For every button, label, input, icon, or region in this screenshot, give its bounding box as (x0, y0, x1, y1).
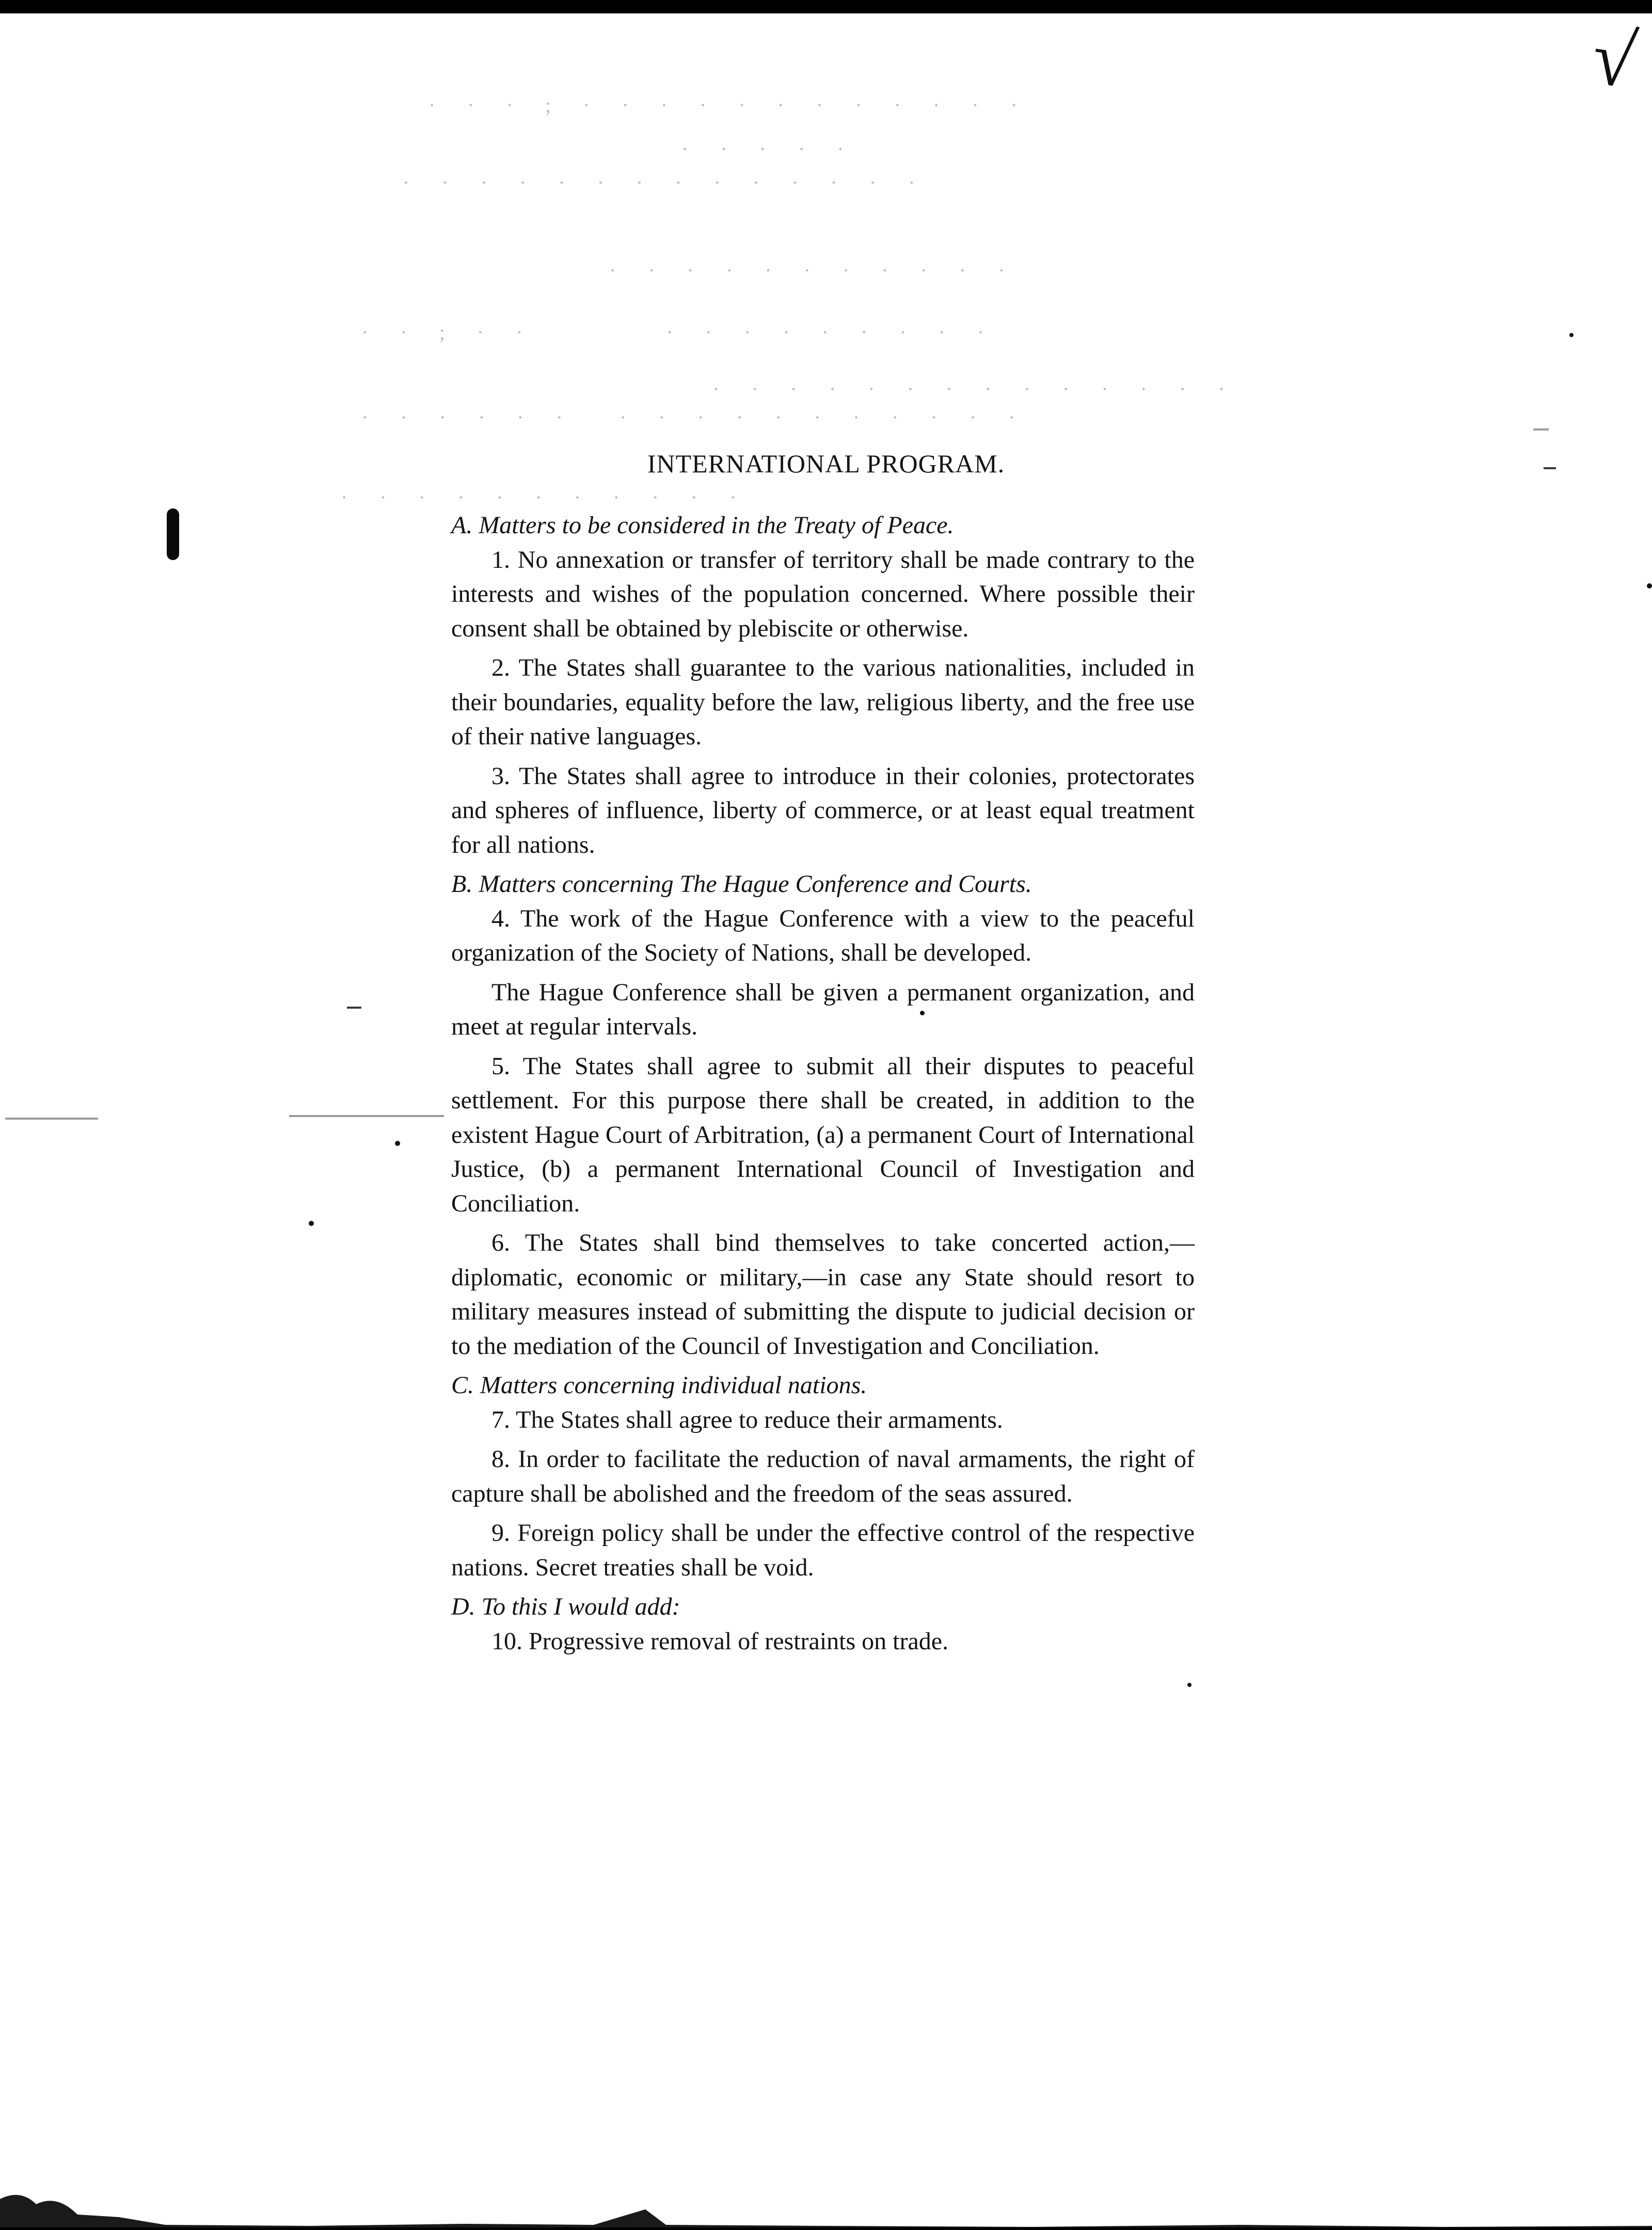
scan-bottom-noise (0, 2168, 1652, 2230)
bleed-through-marks: · · · · · · · · · · · (609, 259, 1012, 282)
speck (1187, 1683, 1192, 1687)
section-heading-a: A. Matters to be considered in the Treaty of Peace. (451, 512, 954, 539)
paragraph-4: 4. The work of the Hague Conference with a view to the peaceful organization of the Society of Nations, shall be developed. (451, 904, 1195, 966)
speck (1569, 333, 1574, 337)
paragraph-4-continued: The Hague Conference shall be given a permanent organization, and meet at regular intervals. (451, 978, 1195, 1040)
speck (395, 1141, 400, 1146)
left-margin-mark (167, 508, 179, 560)
margin-dash (347, 1007, 361, 1009)
paragraph-3: 3. The States shall agree to introduce in their colonies, protectorates and spheres of influence, liberty of commerce, or at least equal treatment for all nations. (451, 762, 1195, 858)
section-heading-d: D. To this I would add: (451, 1593, 680, 1620)
check-mark-annotation: √ (1586, 14, 1641, 105)
document-body (451, 508, 1195, 1664)
bleed-through-marks: · · · ; · · · · · · · · · · · · (428, 93, 1025, 117)
speck (1647, 583, 1652, 588)
paragraph-9: 9. Foreign policy shall be under the effective control of the respective nations. Secret treaties shall be void. (451, 1519, 1195, 1581)
bleed-through-marks: · · · · · · · · · · · · · · (712, 377, 1232, 401)
speck (309, 1221, 314, 1226)
paragraph-1: 1. No annexation or transfer of territory shall be made contrary to the interests and wishes of the population concerned. Where possible their consent shall be obtained by plebiscite or otherwise. (451, 546, 1195, 642)
section-heading-b: B. Matters concerning The Hague Conference and Courts. (451, 870, 1032, 898)
margin-dash (289, 1115, 444, 1117)
paragraph-7: 7. The States shall agree to reduce their armaments. (491, 1406, 1003, 1433)
margin-dash (1533, 428, 1549, 431)
document-title: INTERNATIONAL PROGRAM. (647, 449, 1005, 478)
bleed-through-marks: · · · · · (681, 137, 851, 161)
margin-dash (5, 1118, 98, 1120)
scan-top-border (0, 0, 1652, 13)
paragraph-6: 6. The States shall bind themselves to take concerted action,—diplomatic, economic or military,—in case any State should resort to military measures instead of submitting the dispute to judicial decision or to the mediation of the Council of Investigation and Conciliation. (451, 1229, 1195, 1360)
bleed-through-marks: · · ; · · · · · · · · · · · (361, 321, 992, 344)
bleed-through-marks: · · · · · · · · · · · · · · (403, 171, 923, 194)
paragraph-8: 8. In order to facilitate the reduction of naval armaments, the right of capture shall be abolished and the freedom of the seas assured. (451, 1445, 1195, 1507)
bleed-through-marks: · · · · · · · · · · · · · · · · · (361, 406, 1023, 429)
paragraph-2: 2. The States shall guarantee to the various nationalities, included in their boundaries, equality before the law, religious liberty, and the free use of their native languages. (451, 654, 1195, 750)
paragraph-10: 10. Progressive removal of restraints on trade. (491, 1627, 949, 1655)
bleed-through-marks: · · · · · · · · · · · (341, 486, 744, 509)
paragraph-5: 5. The States shall agree to submit all their disputes to peaceful settlement. For this purpose there shall be created, in addition to the existent Hague Court of Arbitration, (a) a permanent Court of International Justice, (b) a permanent International Council of Investigation and Conciliation. (451, 1052, 1195, 1217)
section-heading-c: C. Matters concerning individual nations. (451, 1372, 867, 1399)
